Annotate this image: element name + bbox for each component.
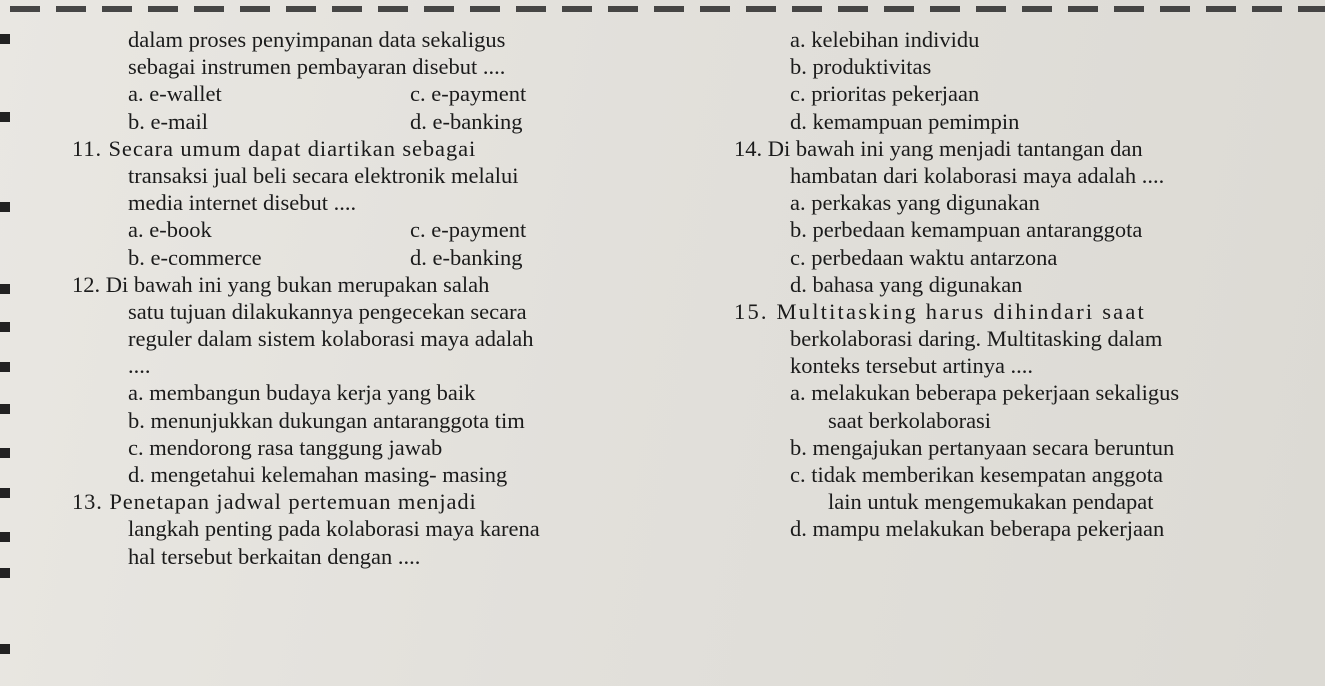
margin-mark <box>0 112 10 122</box>
question-text: 14. Di bawah ini yang menjadi tantangan dan <box>734 135 1143 161</box>
option-c[interactable]: c. perbedaan waktu antarzona <box>790 244 1058 270</box>
option-b[interactable]: b. perbedaan kemampuan antaranggota <box>790 217 1143 243</box>
option-row <box>128 244 668 271</box>
question-text: media internet disebut .... <box>128 190 357 216</box>
option-c[interactable]: c. tidak memberikan kesempatan anggota <box>790 462 1163 487</box>
question-text: langkah penting pada kolaborasi maya karena <box>128 516 540 542</box>
option-a[interactable]: a. e-book <box>128 217 212 243</box>
question-text: dalam proses penyimpanan data sekaligus <box>128 27 506 52</box>
option-c[interactable]: c. e-payment <box>410 81 527 107</box>
option-a[interactable]: a. perkakas yang digunakan <box>790 190 1040 216</box>
margin-mark <box>0 34 10 44</box>
margin-mark <box>0 202 10 212</box>
option-c[interactable]: c. prioritas pekerjaan <box>790 81 980 107</box>
option-a-continued: saat berkolaborasi <box>828 407 992 433</box>
question-13-options <box>790 26 1320 135</box>
option-d[interactable]: d. mengetahui kelemahan masing- masing <box>128 462 508 487</box>
question-text: sebagai instrumen pembayaran disebut .... <box>128 54 506 80</box>
option-a[interactable]: a. kelebihan individu <box>790 27 980 52</box>
margin-mark <box>0 448 10 458</box>
question-12 <box>72 271 668 489</box>
margin-mark <box>0 488 10 498</box>
question-10 <box>128 26 668 135</box>
question-text: 13. Penetapan jadwal pertemuan menjadi <box>72 489 477 515</box>
option-c[interactable]: c. e-payment <box>410 217 527 243</box>
option-b[interactable]: b. menunjukkan dukungan antaranggota tim <box>128 407 525 433</box>
option-b[interactable]: b. e-mail <box>128 108 208 134</box>
margin-mark <box>0 322 10 332</box>
top-dashed-border <box>10 6 1325 12</box>
option-c-continued: lain untuk mengemukakan pendapat <box>828 489 1154 515</box>
margin-mark <box>0 568 10 578</box>
option-row <box>128 216 668 243</box>
question-text: konteks tersebut artinya .... <box>790 353 1034 379</box>
option-row <box>128 80 668 107</box>
question-text: reguler dalam sistem kolaborasi maya adalah <box>128 326 534 352</box>
question-11 <box>72 135 668 271</box>
margin-mark <box>0 644 10 654</box>
option-d[interactable]: d. mampu melakukan beberapa pekerjaan <box>790 516 1165 542</box>
question-text: 15. Multitasking harus dihindari saat <box>734 298 1146 324</box>
question-15 <box>734 298 1320 543</box>
option-d[interactable]: d. e-banking <box>410 108 523 134</box>
margin-mark <box>0 284 10 294</box>
option-a[interactable]: a. e-wallet <box>128 81 222 107</box>
question-14 <box>734 135 1320 298</box>
option-b[interactable]: b. e-commerce <box>128 244 262 270</box>
option-c[interactable]: c. mendorong rasa tanggung jawab <box>128 434 443 460</box>
question-text: transaksi jual beli secara elektronik melalui <box>128 162 519 188</box>
margin-mark <box>0 532 10 542</box>
left-column <box>72 26 668 570</box>
question-text: .... <box>128 353 151 379</box>
option-a[interactable]: a. melakukan beberapa pekerjaan sekaligus <box>790 380 1180 406</box>
option-d[interactable]: d. e-banking <box>410 244 523 270</box>
option-b[interactable]: b. produktivitas <box>790 54 932 80</box>
question-text: 12. Di bawah ini yang bukan merupakan salah <box>72 271 490 297</box>
question-text: hal tersebut berkaitan dengan .... <box>128 543 421 569</box>
option-d[interactable]: d. bahasa yang digunakan <box>790 271 1023 297</box>
margin-mark <box>0 362 10 372</box>
margin-mark <box>0 404 10 414</box>
option-a[interactable]: a. membangun budaya kerja yang baik <box>128 380 476 406</box>
question-text: 11. Secara umum dapat diartikan sebagai <box>72 135 477 161</box>
question-text: hambatan dari kolaborasi maya adalah .... <box>790 162 1165 188</box>
question-13 <box>72 488 668 570</box>
option-d[interactable]: d. kemampuan pemimpin <box>790 108 1020 134</box>
option-b[interactable]: b. mengajukan pertanyaan secara beruntun <box>790 434 1175 460</box>
question-text: berkolaborasi daring. Multitasking dalam <box>790 326 1163 352</box>
option-row <box>128 108 668 135</box>
right-column <box>734 26 1320 543</box>
question-text: satu tujuan dilakukannya pengecekan secara <box>128 298 527 324</box>
